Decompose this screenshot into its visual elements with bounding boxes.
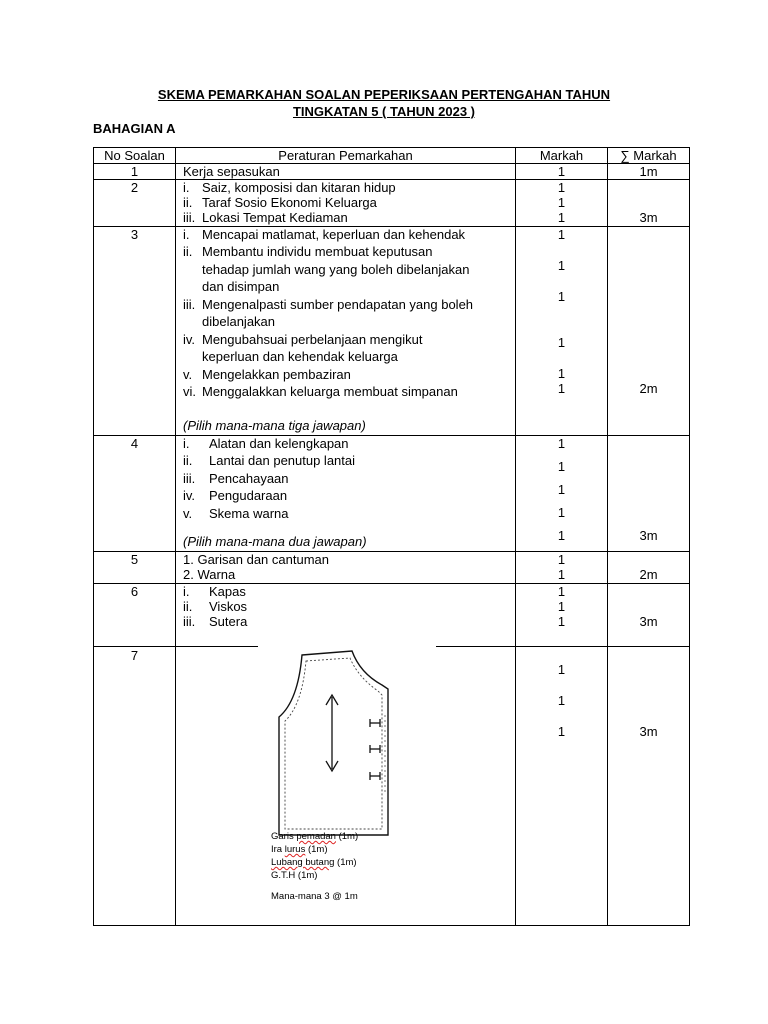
mark-value: 1	[557, 258, 566, 273]
mark-value: 1	[557, 366, 566, 381]
list-item: ii. Membantu individu membuat keputusan	[183, 244, 433, 259]
table-row-q5	[94, 552, 690, 584]
list-item-continuation: keperluan dan kehendak keluarga	[202, 349, 398, 364]
mark-value: 1	[557, 164, 566, 179]
mark-value: 1	[557, 459, 566, 474]
question-number: 4	[130, 436, 139, 451]
total-mark: 3m	[639, 210, 658, 225]
pattern-note-line: Ira lurus (1m)	[271, 844, 328, 855]
section-heading: BAHAGIAN A	[93, 121, 176, 136]
mark-value: 1	[557, 662, 566, 677]
list-item: vi. Menggalakkan keluarga membuat simpanan	[183, 384, 458, 399]
mark-value: 1	[557, 552, 566, 567]
list-item: iii. Mengenalpasti sumber pendapatan yang boleh	[183, 297, 474, 312]
list-item-continuation: dibelanjakan	[202, 314, 276, 329]
mark-value: 1	[557, 289, 566, 304]
total-mark: 3m	[639, 724, 658, 739]
list-item: iii. Pencahayaan	[183, 471, 289, 486]
mark-value: 1	[557, 180, 566, 195]
mark-value: 1	[557, 505, 566, 520]
mark-value: 1	[557, 335, 566, 350]
list-item: 2. Warna	[183, 567, 236, 582]
pattern-note-footer: Mana-mana 3 @ 1m	[271, 891, 358, 902]
choice-note: (Pilih mana-mana tiga jawapan)	[183, 418, 366, 433]
header-markah: Markah	[516, 148, 608, 164]
document-title-line2: TINGKATAN 5 ( TAHUN 2023 )	[292, 104, 475, 119]
header-peraturan: Peraturan Pemarkahan	[176, 148, 516, 164]
total-mark: 2m	[639, 381, 658, 396]
pattern-figure	[258, 645, 436, 915]
pattern-note-line: G.T.H (1m)	[271, 870, 318, 881]
table-header-row	[94, 148, 690, 164]
mark-value: 1	[557, 381, 566, 396]
pattern-note-line: Garis pemadan (1m)	[271, 831, 359, 842]
mark-value: 1	[557, 210, 566, 225]
list-item: i. Alatan dan kelengkapan	[183, 436, 349, 451]
list-item: v. Mengelakkan pembaziran	[183, 367, 351, 382]
document-title-line1: SKEMA PEMARKAHAN SOALAN PEPERIKSAAN PERTENGAHAN TAHUN	[157, 87, 611, 102]
question-number: 2	[130, 180, 139, 195]
mark-value: 1	[557, 567, 566, 582]
list-item: i. Kapas	[183, 584, 246, 599]
list-item: 1. Garisan dan cantuman	[183, 552, 329, 567]
list-item: ii. Taraf Sosio Ekonomi Keluarga	[183, 195, 377, 210]
list-item: v. Skema warna	[183, 506, 289, 521]
question-number: 5	[130, 552, 139, 567]
question-number: 3	[130, 227, 139, 242]
total-mark: 2m	[639, 567, 658, 582]
list-item: ii. Lantai dan penutup lantai	[183, 453, 356, 468]
mark-value: 1	[557, 436, 566, 451]
mark-value: 1	[557, 195, 566, 210]
total-mark: 1m	[639, 164, 658, 179]
mark-value: 1	[557, 693, 566, 708]
header-no-soalan: No Soalan	[94, 148, 176, 164]
list-item: ii. Viskos	[183, 599, 248, 614]
list-item: iii. Lokasi Tempat Kediaman	[183, 210, 348, 225]
list-item-continuation: dan disimpan	[202, 279, 280, 294]
table-row-q6	[94, 584, 690, 647]
table-row-q2	[94, 180, 690, 227]
mark-value: 1	[557, 724, 566, 739]
mark-value: 1	[557, 227, 566, 242]
question-number: 7	[130, 648, 139, 663]
question-number: 6	[130, 584, 139, 599]
mark-value: 1	[557, 528, 566, 543]
list-item: iv. Mengubahsuai perbelanjaan mengikut	[183, 332, 423, 347]
table-row-q4	[94, 436, 690, 552]
pattern-note-line: Lubang butang (1m)	[271, 857, 357, 868]
header-total-markah: ∑ Markah	[608, 148, 690, 164]
list-item: i. Saiz, komposisi dan kitaran hidup	[183, 180, 396, 195]
total-mark: 3m	[639, 528, 658, 543]
list-item: iv. Pengudaraan	[183, 488, 288, 503]
total-mark: 3m	[639, 614, 658, 629]
list-item: iii. Sutera	[183, 614, 248, 629]
mark-value: 1	[557, 584, 566, 599]
question-number: 1	[130, 164, 139, 179]
table-row-q3	[94, 227, 690, 436]
mark-value: 1	[557, 482, 566, 497]
choice-note: (Pilih mana-mana dua jawapan)	[183, 534, 367, 549]
table-row-q1	[94, 164, 690, 180]
list-item: i. Mencapai matlamat, keperluan dan kehendak	[183, 227, 466, 242]
answer-text: Kerja sepasukan	[183, 164, 280, 179]
mark-value: 1	[557, 599, 566, 614]
list-item-continuation: tehadap jumlah wang yang boleh dibelanjakan	[202, 262, 470, 277]
mark-value: 1	[557, 614, 566, 629]
